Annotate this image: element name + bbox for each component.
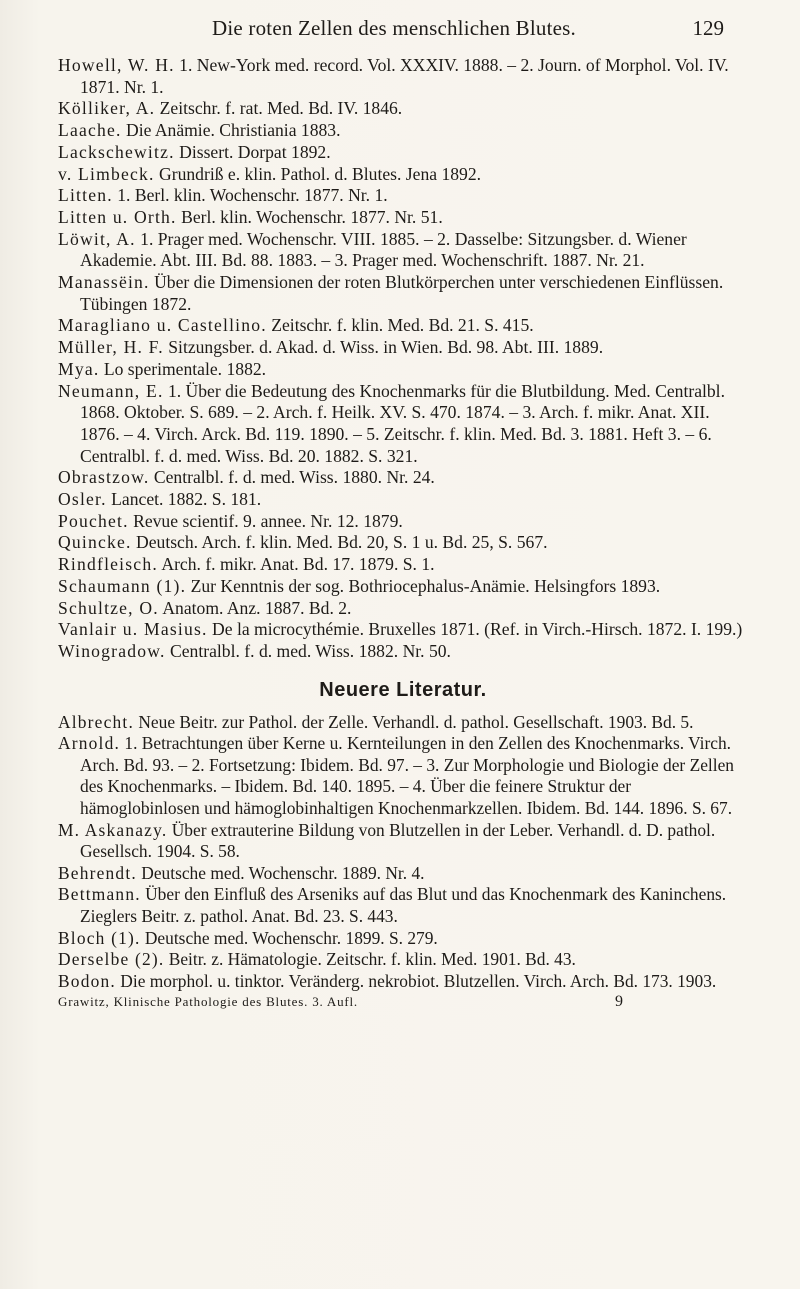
bibliography-list-new: [58, 712, 748, 993]
entry-reference: Über die Dimensionen der roten Blutkörperchen unter verschiedenen Einflüssen. Tübingen 1872.: [80, 272, 724, 314]
bibliography-entry: [58, 489, 748, 511]
entry-author: Obrastzow.: [58, 467, 150, 488]
entry-reference: Über extrauterine Bildung von Blutzellen in der Leber. Verhandl. d. D. pathol. Gesellsch. 1904. S. 58.: [80, 819, 716, 862]
entry-author: Arnold.: [58, 733, 121, 754]
entry-author: Schaumann (1).: [58, 575, 187, 596]
bibliography-entry: [58, 142, 748, 164]
entry-author: Winogradow.: [58, 640, 166, 661]
entry-author: Mya.: [58, 358, 100, 379]
bibliography-entry: [58, 884, 748, 927]
bibliography: [58, 55, 748, 1011]
bibliography-entry: [58, 712, 748, 734]
entry-author: Bettmann.: [58, 884, 141, 905]
entry-author: Müller, H. F.: [58, 337, 164, 358]
entry-reference: Dissert. Dorpat 1892.: [179, 141, 331, 162]
signature-mark: 9: [615, 993, 623, 1011]
bibliography-entry: [58, 229, 748, 272]
entry-reference: Deutsche med. Wochenschr. 1889. Nr. 4.: [141, 862, 425, 883]
entry-author: Pouchet.: [58, 510, 129, 531]
bibliography-entry: [58, 185, 748, 207]
entry-reference: 1. New-York med. record. Vol. XXXIV. 1888. – 2. Journ. of Morphol. Vol. IV. 1871. Nr. 1.: [80, 55, 729, 97]
entry-author: Albrecht.: [58, 711, 134, 732]
entry-author: Schultze, O.: [58, 597, 159, 618]
entry-author: Neumann, E.: [58, 380, 164, 401]
entry-author: Bloch (1).: [58, 927, 141, 948]
entry-author: Lackschewitz.: [58, 141, 175, 162]
entry-author: v. Limbeck.: [58, 163, 155, 184]
bibliography-entry: [58, 949, 748, 971]
bibliography-entry: [58, 381, 748, 468]
entry-author: M. Askanazy.: [58, 819, 168, 840]
entry-reference: Deutsche med. Wochenschr. 1899. S. 279.: [144, 927, 438, 948]
entry-reference: Zeitschr. f. rat. Med. Bd. IV. 1846.: [159, 98, 403, 119]
entry-author: Quincke.: [58, 532, 132, 553]
entry-author: Behrendt.: [58, 862, 137, 883]
entry-reference: 1. Über die Bedeutung des Knochenmarks für die Blutbildung. Med. Centralbl. 1868. Oktober. S. 689. – 2. Arch. f. Heilk. XV. S. 470. 1874. – 3. Arch. f. mikr. Anat. XII. 1876. – 4. Virch. Arck. Bd. 119. 1890. – 5. Zeitschr. f. klin. Med. Bd. 3. 1881. Heft 3. – 6. Centralbl. f. d. med. Wiss. Bd. 20. 1882. S. 321.: [80, 380, 725, 466]
bibliography-entry: [58, 98, 748, 120]
bibliography-entry: [58, 511, 748, 533]
entry-reference: De la microcythémie. Bruxelles 1871. (Ref. in Virch.-Hirsch. 1872. I. 199.): [212, 619, 743, 640]
entry-author: Litten.: [58, 185, 113, 206]
entry-reference: Lancet. 1882. S. 181.: [111, 489, 262, 510]
bibliography-entry: [58, 467, 748, 489]
bibliography-entry: [58, 971, 748, 993]
entry-author: Maragliano u. Castellino.: [58, 315, 267, 336]
page-header: [64, 16, 724, 46]
bibliography-entry: [58, 733, 748, 819]
bibliography-entry: [58, 337, 748, 359]
entry-reference: Sitzungsber. d. Akad. d. Wiss. in Wien. Bd. 98. Abt. III. 1889.: [168, 337, 604, 358]
bibliography-entry: [58, 619, 748, 641]
entry-author: Osler.: [58, 489, 107, 510]
bibliography-entry: [58, 598, 748, 620]
entry-author: Bodon.: [58, 970, 116, 991]
running-title: Die roten Zellen des menschlichen Blutes.: [212, 16, 576, 40]
entry-author: Rindfleisch.: [58, 554, 158, 575]
bibliography-entry: [58, 641, 748, 663]
section-heading: Neuere Literatur.: [319, 678, 487, 701]
entry-author: Derselbe (2).: [58, 949, 165, 970]
entry-reference: Arch. f. mikr. Anat. Bd. 17. 1879. S. 1.: [161, 554, 435, 575]
bibliography-entry: [58, 576, 748, 598]
entry-reference: Anatom. Anz. 1887. Bd. 2.: [162, 597, 352, 618]
entry-author: Löwit, A.: [58, 228, 136, 249]
bibliography-entry: [58, 272, 748, 315]
entry-reference: Centralbl. f. d. med. Wiss. 1882. Nr. 50.: [170, 640, 451, 661]
bibliography-entry: [58, 820, 748, 863]
entry-reference: Zeitschr. f. klin. Med. Bd. 21. S. 415.: [271, 315, 534, 336]
entry-reference: Centralbl. f. d. med. Wiss. 1880. Nr. 24.: [153, 467, 435, 488]
entry-reference: Die Anämie. Christiania 1883.: [125, 120, 341, 141]
bibliography-entry: [58, 164, 748, 186]
entry-author: Kölliker, A.: [58, 98, 156, 119]
bibliography-entry: [58, 928, 748, 950]
entry-author: Vanlair u. Masius.: [58, 619, 208, 640]
bibliography-entry: [58, 532, 748, 554]
entry-reference: Lo sperimentale. 1882.: [103, 358, 267, 379]
bibliography-entry: [58, 359, 748, 381]
entry-reference: Zur Kenntnis der sog. Bothriocephalus-Anämie. Helsingfors 1893.: [190, 575, 661, 596]
entry-reference: Beitr. z. Hämatologie. Zeitschr. f. klin. Med. 1901. Bd. 43.: [168, 949, 576, 970]
bibliography-list: [58, 55, 748, 663]
entry-reference: Revue scientif. 9. annee. Nr. 12. 1879.: [133, 510, 403, 531]
entry-reference: Über den Einfluß des Arseniks auf das Blut und das Knochenmark des Kaninchens. Zieglers Beitr. z. pathol. Anat. Bd. 23. S. 443.: [80, 884, 727, 927]
entry-reference: Grundriß e. klin. Pathol. d. Blutes. Jena 1892.: [159, 163, 482, 184]
entry-author: Litten u. Orth.: [58, 206, 177, 227]
entry-author: Manassëin.: [58, 272, 150, 293]
page-footer: [58, 993, 748, 1011]
entry-reference: Die morphol. u. tinktor. Veränderg. nekrobiot. Blutzellen. Virch. Arch. Bd. 173. 1903.: [120, 970, 717, 991]
entry-reference: 1. Berl. klin. Wochenschr. 1877. Nr. 1.: [117, 185, 388, 206]
bibliography-entry: [58, 863, 748, 885]
entry-reference: 1. Prager med. Wochenschr. VIII. 1885. – 2. Dasselbe: Sitzungsber. d. Wiener Akademie. Abt. III. Bd. 88. 1883. – 3. Prager med. Wochenschrift. 1887. Nr. 21.: [80, 228, 687, 271]
entry-reference: 1. Betrachtungen über Kerne u. Kernteilungen in den Zellen des Knochenmarks. Virch. Arch. Bd. 93. – 2. Fortsetzung: Ibidem. Bd. 97. – 3. Zur Morphologie und Biologie der Zellen des Knochenmarks. – Ibidem. Bd. 140. 1895. – 4. Über die feinere Struktur der hämoglobinlosen und hämoglobinhaltigen Knochenmarkzellen. Ibidem. Bd. 144. 1896. S. 67.: [80, 733, 734, 819]
entry-author: Howell, W. H.: [58, 55, 175, 75]
footer-book-title: Grawitz, Klinische Pathologie des Blutes. 3. Aufl.: [58, 994, 358, 1010]
bibliography-entry: [58, 554, 748, 576]
entry-author: Laache.: [58, 120, 122, 141]
bibliography-entry: [58, 315, 748, 337]
bibliography-entry: [58, 55, 748, 98]
page-number: 129: [692, 16, 724, 40]
entry-reference: Deutsch. Arch. f. klin. Med. Bd. 20, S. 1 u. Bd. 25, S. 567.: [136, 532, 548, 553]
bibliography-entry: [58, 207, 748, 229]
entry-reference: Berl. klin. Wochenschr. 1877. Nr. 51.: [181, 206, 443, 227]
entry-reference: Neue Beitr. zur Pathol. der Zelle. Verhandl. d. pathol. Gesellschaft. 1903. Bd. 5.: [138, 711, 694, 732]
bibliography-entry: [58, 120, 748, 142]
